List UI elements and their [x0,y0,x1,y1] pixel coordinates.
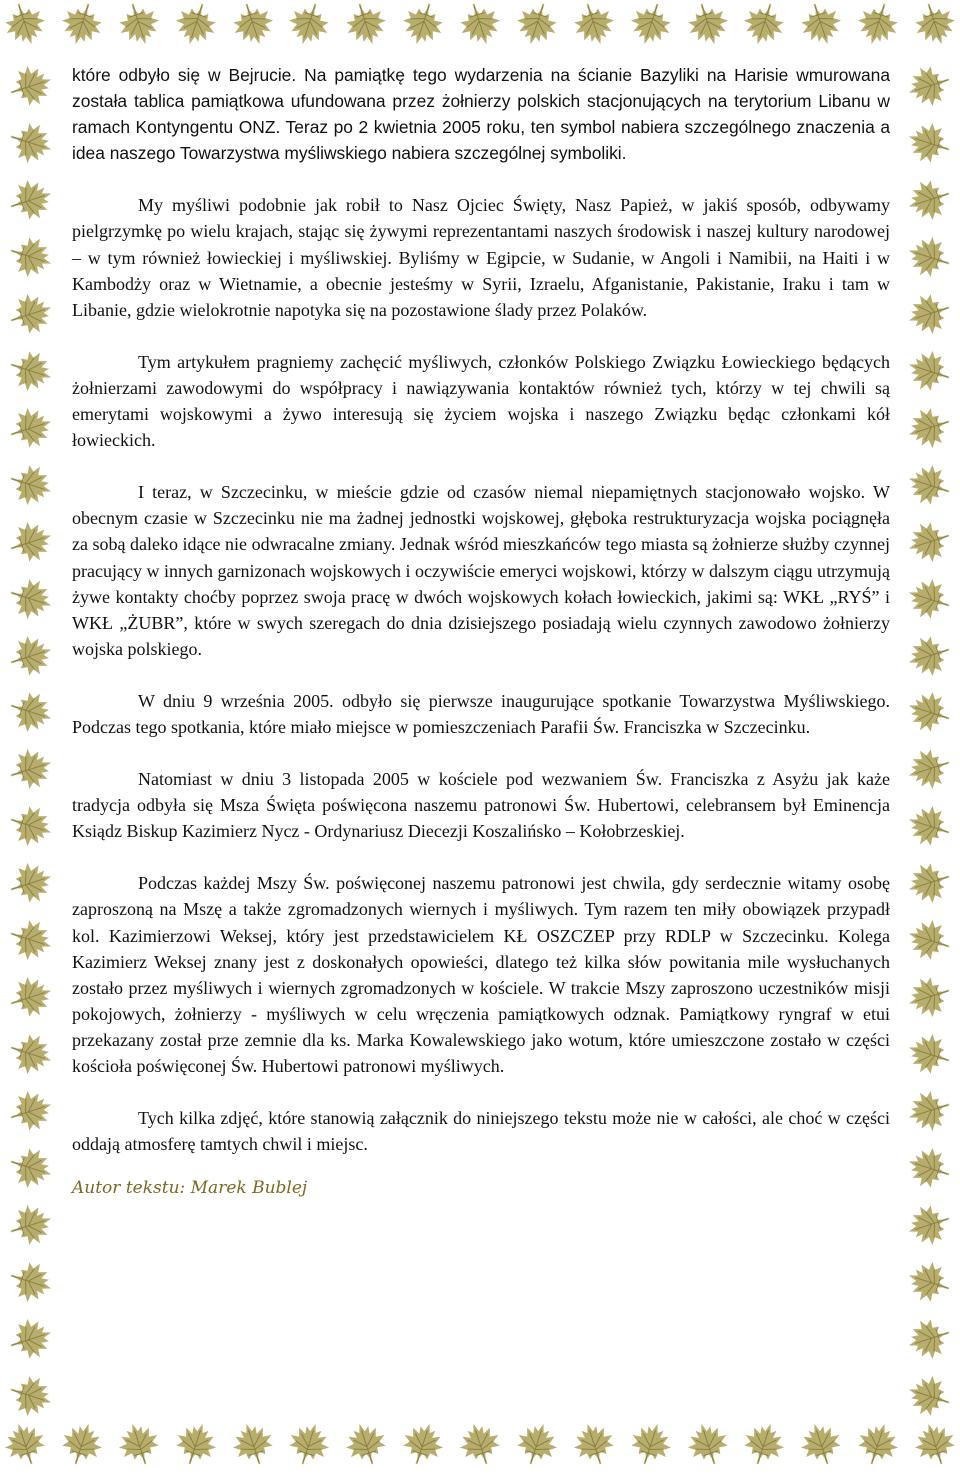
maple-leaf-icon [455,1420,505,1468]
maple-leaf-icon [114,1420,164,1468]
maple-leaf-icon [284,0,334,48]
maple-leaf-icon [904,347,954,395]
maple-leaf-icon [6,1315,56,1363]
maple-leaf-icon [6,1201,56,1249]
maple-leaf-icon [6,1087,56,1135]
maple-leaf-icon [853,0,903,48]
maple-leaf-icon [6,575,56,623]
maple-leaf-icon [6,62,56,110]
maple-leaf-icon [904,404,954,452]
paragraph-5: W dniu 9 września 2005. odbyło się pierwsze inaugurujące spotkanie Towarzystwa Myśliwskiego. Podczas tego spotkania, które miało miejsce w pomieszczeniach Parafii Św. Franciszka w Szczecinku. [72,690,890,737]
author-signature: Autor tekstu: Marek Bublej [72,1178,308,1199]
maple-leaf-icon [455,0,505,48]
maple-leaf-icon [739,0,789,48]
maple-leaf-icon [904,575,954,623]
maple-leaf-icon [6,916,56,964]
maple-leaf-icon [853,1420,903,1468]
border-left [0,62,62,1420]
maple-leaf-icon [6,688,56,736]
maple-leaf-icon [904,802,954,850]
maple-leaf-icon [6,347,56,395]
maple-leaf-icon [904,916,954,964]
maple-leaf-icon [228,0,278,48]
maple-leaf-icon [6,632,56,680]
maple-leaf-icon [6,461,56,509]
maple-leaf-icon [6,1258,56,1306]
maple-leaf-icon [626,1420,676,1468]
maple-leaf-icon [904,632,954,680]
maple-leaf-icon [398,0,448,48]
border-bottom [0,1420,960,1482]
maple-leaf-icon [910,1420,960,1468]
paragraph-1: które odbyło się w Bejrucie. Na pamiątkę tego wydarzenia na ścianie Bazyliki na Harisie wmurowana została tablica pamiątkowa ufundowana przez żołnierzy polskich stacjonujących na terytorium Libanu w ramach Kontyngentu ONZ. Teraz po 2 kwietnia 2005 roku, ten symbol nabiera szczególnego znaczenia a idea naszego Towarzystwa myśliwskiego nabiera szczególnej symboliki. [72,65,890,164]
maple-leaf-icon [114,0,164,48]
maple-leaf-icon [0,1420,50,1468]
maple-leaf-icon [6,404,56,452]
maple-leaf-icon [904,461,954,509]
paragraph-3: Tym artykułem pragniemy zachęcić myśliwych, członków Polskiego Związku Łowieckiego będących żołnierzami zawodowymi do współpracy i nawiązywania kontaktów również tych, którzy w tej chwili są emerytami wojskowymi a żywo interesują się życiem wojska i naszego Związku będąc członkami kół łowieckich. [72,351,890,451]
maple-leaf-icon [6,745,56,793]
maple-leaf-icon [57,0,107,48]
paragraph-6: Natomiast w dniu 3 listopada 2005 w kościele pod wezwaniem Św. Franciszka z Asyżu jak każe tradycja odbyła się Msza Święta poświęcona naszemu patronowi Św. Hubertowi, celebransem był Eminencja Ksiądz Biskup Kazimierz Nycz - Ordynariusz Diecezji Koszalińsko – Kołobrzeskiej. [72,769,890,842]
maple-leaf-icon [904,176,954,224]
maple-leaf-icon [904,973,954,1021]
paragraph-7: Podczas każdej Mszy Św. poświęconej naszemu patronowi jest chwila, gdy serdecznie witamy osobę zaproszoną na Mszę a także zgromadzonych wiernych i myśliwych. Tym razem ten miły obowiązek przypadł kol. Kazimierzowi Weksej, który jest przedstawicielem KŁ OSZCZEP przy RDLP w Szczecinku. Kolega Kazimierz Weksej znany jest z doskonałych opowieści, dlatego też kilka słów powitania mile wysłuchanych zostało przez myśliwych i wiernych zgromadzonych w kościele. W trakcie Mszy zaproszono uczestników misji pokojowych, żołnierzy - myśliwych w celu wręczenia pamiątkowych odznak. Pamiątkowy ryngraf w etui przekazany został prze zemnie dla ks. Marka Kowalewskiego jako wotum, które umieszczone zostało w części kościoła poświęconej Św. Hubertowi patronowi myśliwych. [72,873,890,1076]
maple-leaf-icon [904,233,954,281]
maple-leaf-icon [910,0,960,48]
maple-leaf-icon [904,1144,954,1192]
paragraph-8: Tych kilka zdjęć, które stanowią załącznik do niniejszego tekstu może nie w całości, ale choć w części oddają atmosferę tamtych chwil i miejsc. [72,1108,890,1155]
maple-leaf-icon [904,518,954,566]
maple-leaf-icon [6,518,56,566]
maple-leaf-icon [57,1420,107,1468]
maple-leaf-icon [569,0,619,48]
maple-leaf-icon [904,119,954,167]
maple-leaf-icon [739,1420,789,1468]
maple-leaf-icon [904,1372,954,1420]
maple-leaf-icon [6,973,56,1021]
maple-leaf-icon [904,1030,954,1078]
maple-leaf-icon [0,0,50,48]
maple-leaf-icon [6,1030,56,1078]
maple-leaf-icon [512,1420,562,1468]
maple-leaf-icon [796,1420,846,1468]
maple-leaf-icon [341,1420,391,1468]
maple-leaf-icon [6,1144,56,1192]
maple-leaf-icon [683,1420,733,1468]
maple-leaf-icon [6,176,56,224]
maple-leaf-icon [6,802,56,850]
paragraph-4: I teraz, w Szczecinku, w mieście gdzie od czasów niemal niepamiętnych stacjonowało wojsko. W obecnym czasie w Szczecinku nie ma żadnej jednostki wojskowej, głęboka restrukturyzacja wojska pociągnęła za sobą daleko idące nie odwracalne zmiany. Jednak wśród mieszkańców tego miasta są żołnierze służby czynnej pracujący w innych garnizonach wojskowych i oczywiście emeryci wojskowi, którzy w dalszym ciągu utrzymują żywe kontakty choćby poprzez swoja pracę w dwóch wojskowych kołach łowieckich, jakimi są: WKŁ „RYŚ” i WKŁ „ŻUBR”, które w swych szeregach do dnia dzisiejszego posiadają wielu czynnych zawodowo żołnierzy wojska polskiego. [72,482,890,659]
maple-leaf-icon [171,0,221,48]
maple-leaf-icon [904,688,954,736]
maple-leaf-icon [512,0,562,48]
maple-leaf-icon [6,233,56,281]
maple-leaf-icon [6,1372,56,1420]
border-right [898,62,960,1420]
maple-leaf-icon [904,62,954,110]
maple-leaf-icon [904,745,954,793]
maple-leaf-icon [904,859,954,907]
maple-leaf-icon [626,0,676,48]
paragraph-2: My myśliwi podobnie jak robił to Nasz Ojciec Święty, Nasz Papież, w jakiś sposób, odbywamy pielgrzymkę po wielu krajach, stając się żywymi reprezentantami naszych środowisk i naszej kultury narodowej – w tym również łowieckiej i myśliwskiej. Byliśmy w Egipcie, w Sudanie, w Angoli i Namibii, na Haiti i w Kambodży oraz w Wietnamie, a obecnie jesteśmy w Syrii, Izraelu, Afganistanie, Pakistanie, Iraku i tam w Libanie, gdzie wielokrotnie napotyka się na pozostawione ślady przez Polaków. [72,195,890,320]
maple-leaf-icon [904,1315,954,1363]
maple-leaf-icon [6,290,56,338]
maple-leaf-icon [6,859,56,907]
maple-leaf-icon [284,1420,334,1468]
maple-leaf-icon [228,1420,278,1468]
maple-leaf-icon [569,1420,619,1468]
maple-leaf-icon [904,1201,954,1249]
maple-leaf-icon [904,1087,954,1135]
maple-leaf-icon [904,290,954,338]
maple-leaf-icon [683,0,733,48]
maple-leaf-icon [6,119,56,167]
maple-leaf-icon [341,0,391,48]
maple-leaf-icon [904,1258,954,1306]
document-body [72,62,890,1201]
maple-leaf-icon [398,1420,448,1468]
border-top [0,0,960,62]
maple-leaf-icon [796,0,846,48]
maple-leaf-icon [171,1420,221,1468]
